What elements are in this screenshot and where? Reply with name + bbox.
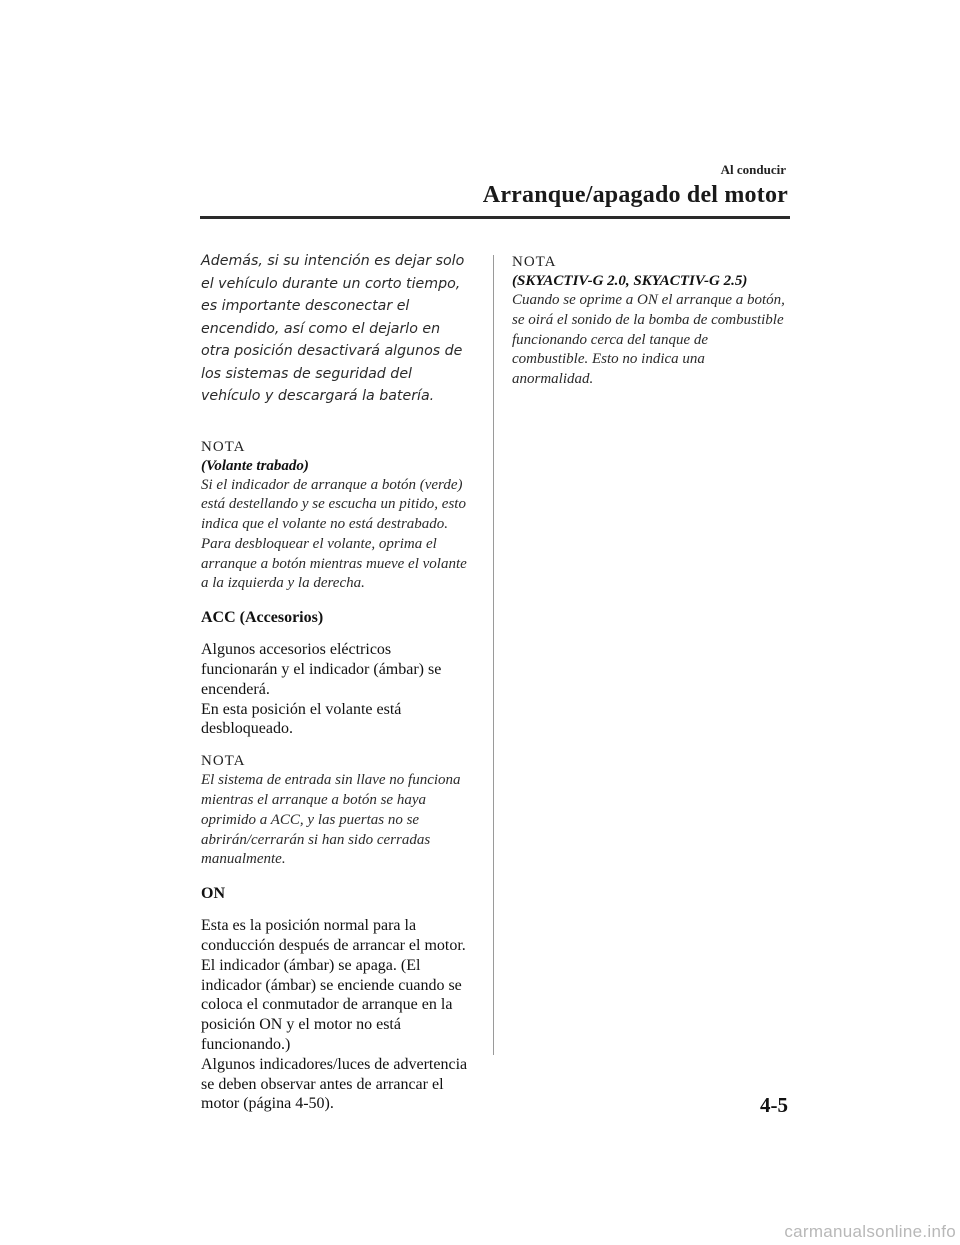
header-divider [200,216,790,219]
on-text: Esta es la posición normal para la conducción después de arrancar el motor. El indicador (ámbar) se apaga. (El indicador (ámbar) se enciende cuando se coloca el conmutador de arranque en la posición ON y el motor no está funcionando.) [201,917,466,1054]
left-column [201,250,469,1127]
page-title: Arranque/apagado del motor [482,182,788,208]
page-number: 4-5 [760,1093,788,1117]
on-paragraph [201,916,469,1114]
note-text: El sistema de entrada sin llave no funciona mientras el arranque a botón se haya oprimido a ACC, y las puertas no se abrirán/cerrarán si han sido cerradas manualmente. [201,772,461,868]
on-heading: ON [201,885,225,903]
note-text: Si el indicador de arranque a botón (verde) está destellando y se escucha un pitido, esto indica que el volante no está destrabado. Para desbloquear el volante, oprima el arranque a botón mientras mueve el volante a la izquierda y la derecha. [201,476,467,592]
note-steering-lock [201,438,469,595]
column-divider [493,255,494,1055]
note-keyless-entry [201,752,469,870]
watermark: carmanualsonline.info [784,1222,956,1241]
on-text-2: Algunos indicadores/luces de advertencia se deben observar antes de arrancar el motor (página 4-50). [201,1055,468,1113]
note-label: NOTA [201,438,246,455]
section-label: Al conducir [720,162,786,177]
acc-heading: ACC (Accesorios) [201,609,324,627]
note-text: Cuando se oprime a ON el arranque a botón, se oirá el sonido de la bomba de combustible funcionando cerca del tanque de combustible. Esto no indica una anormalidad. [512,292,785,388]
note-fuel-pump [512,253,788,390]
acc-paragraph [201,640,469,739]
acc-text-2: En esta posición el volante está desbloqueado. [201,700,402,738]
right-column [512,253,788,404]
note-label: NOTA [512,254,557,270]
note-label: NOTA [201,753,246,770]
note-subtitle: (Volante trabado) [201,457,309,474]
acc-text: Algunos accesorios eléctricos funcionarán y el indicador (ámbar) se encenderá. [201,641,442,698]
warning-text: Además, si su intención es dejar solo el vehículo durante un corto tiempo, es importante desconectar el encendido, así como el dejarlo en otra posición desactivará algunos de los sistemas de seguridad del vehículo y descargará la batería. [201,253,465,404]
note-subtitle: (SKYACTIV-G 2.0, SKYACTIV-G 2.5) [512,273,748,289]
